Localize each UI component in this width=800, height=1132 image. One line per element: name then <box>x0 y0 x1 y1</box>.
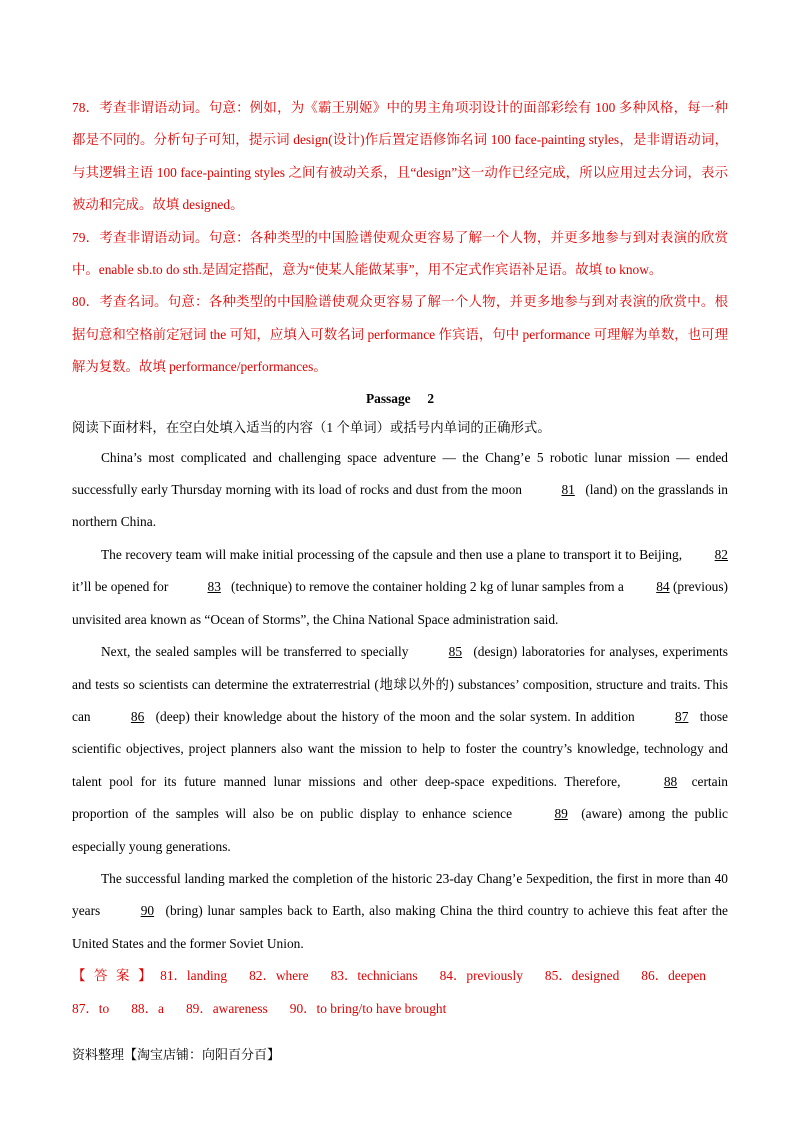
answer-item: 86．deepen <box>641 968 706 984</box>
paragraph-4 <box>72 863 728 960</box>
explanation-79: 79．考查非谓语动词。句意：各种类型的中国脸谱使观众更容易了解一个人物，并更多地参与到对表演的欣赏中。enable sb.to do sth.是固定搭配，意为“使某人能做某事”，用不定式作宾语补足语。故填 to know。 <box>72 229 728 278</box>
p1-text-a: China’s most complicated and challenging space adventure — the Chang’e 5 robotic lunar mission — ended successfully early Thursday morning with its load of rocks and dust from the moon <box>72 449 728 498</box>
answer-item: 87．to <box>72 1000 110 1016</box>
p2-text-c: (technique) to remove the container holding 2 kg of lunar samples from a <box>227 579 628 595</box>
p3-text-c: (deep) their knowledge about the history of the moon and the solar system. In addition <box>151 708 640 724</box>
p3-text-d: those scientific objectives, project planners also want the mission to help to foster the country’s knowledge, technology and talent pool for its future manned lunar missions and other deep-space expeditions. Therefore, <box>72 708 728 789</box>
blank-83: 83 <box>207 579 221 595</box>
paragraph-2 <box>72 539 728 636</box>
answer-item: 82．where <box>249 968 309 984</box>
passage-title: Passage 2 <box>365 390 435 406</box>
p3-text-b: (design) laboratories for analyses, experiments and tests so scientists can determine the extraterrestrial (地球以外的) substances’ composition, structure and traits. This can <box>72 644 728 724</box>
answer-item: 89．awareness <box>185 1000 268 1016</box>
p3-text-a: Next, the sealed samples will be transferred to specially <box>101 644 413 660</box>
blank-89: 89 <box>554 806 568 822</box>
answer-item: 90．to bring/to have brought <box>289 1000 447 1016</box>
answer-item: 84．previously <box>439 968 523 984</box>
p3-text-e: certain proportion of the samples will also be on public display to enhance science <box>72 773 728 822</box>
blank-81: 81 <box>561 482 575 498</box>
paragraph-3 <box>72 636 728 863</box>
footer-source: 资料整理【淘宝店铺：向阳百分百】 <box>72 1048 281 1063</box>
blank-90: 90 <box>140 903 155 919</box>
instruction: 阅读下面材料，在空白处填入适当的内容（1 个单词）或括号内单词的正确形式。 <box>72 419 551 435</box>
blank-85: 85 <box>448 644 463 660</box>
blank-86: 86 <box>130 708 145 724</box>
p2-text-d: (previous) unvisited area known as “Ocean of Storms”, the China National Space administration said. <box>72 579 729 627</box>
blank-82: 82 <box>714 546 728 562</box>
blank-84: 84 <box>656 579 670 595</box>
answer-item: 88．a <box>131 1000 164 1016</box>
document-page <box>72 92 728 1025</box>
p4-text-a: The successful landing marked the completion of the historic 23-day Chang’e 5expedition, the first in more than 40 years <box>72 870 728 919</box>
p4-text-b: (bring) lunar samples back to Earth, also making China the third country to achieve this feat after the United States and the former Soviet Union. <box>72 903 728 951</box>
p2-text-b: it’ll be opened for <box>72 579 172 595</box>
blank-87: 87 <box>675 708 689 724</box>
explanation-78: 78．考查非谓语动词。句意：例如，为《霸王别姬》中的男主角项羽设计的面部彩绘有 100 多种风格，每一种都是不同的。分析句子可知，提示词 design(设计)作后置定语修饰名词 100 face-painting styles，是非谓语动词，与其逻辑主语 100 face-painting styles 之间有被动关系，且“design”这一动作已经完成，所以应用过去分词，表示被动和完成。故填 designed。 <box>72 100 728 213</box>
answer-label: 【答案】 <box>72 968 161 984</box>
paragraph-1 <box>72 442 728 539</box>
blank-88: 88 <box>663 773 678 789</box>
p2-text-a: The recovery team will make initial processing of the capsule and then use a plane to transport it to Beijing, <box>101 546 686 562</box>
answer-item: 81．landing <box>160 968 228 984</box>
explanation-80: 80．考查名词。句意：各种类型的中国脸谱使观众更容易了解一个人物，并更多地参与到对表演的欣赏中。根据句意和空格前定冠词 the 可知，应填入可数名词 performance 作宾语，句中 performance 可理解为单数，也可理解为复数。故填 performance/performances。 <box>72 294 728 375</box>
answer-item: 83．technicians <box>330 968 418 984</box>
answer-key <box>72 960 728 1025</box>
p1-text-c: (land) on the grasslands in northern China. <box>72 482 728 530</box>
p3-text-f: (aware) among the public especially young generations. <box>72 806 729 854</box>
answer-item: 85．designed <box>544 968 620 984</box>
